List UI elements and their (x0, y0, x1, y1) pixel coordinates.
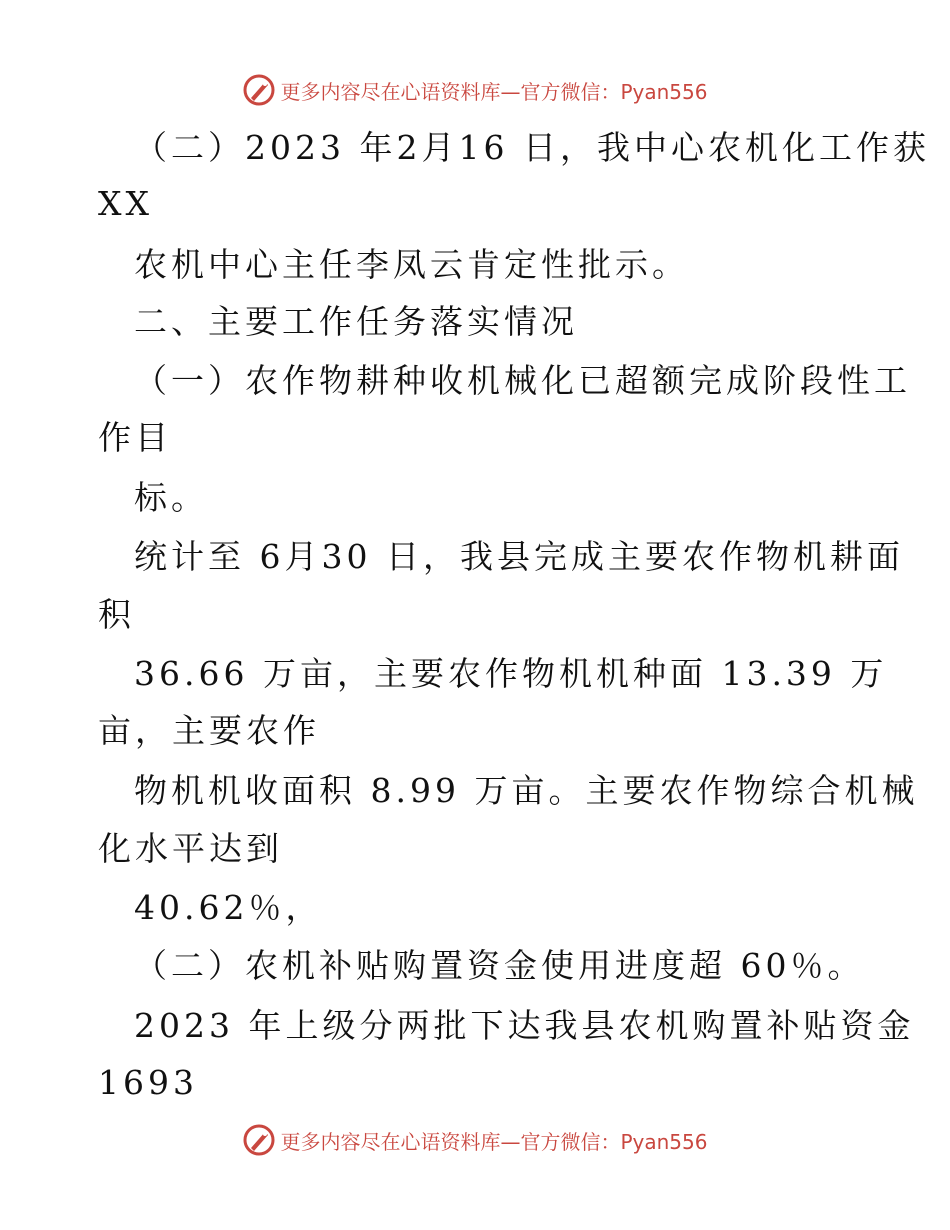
text-line: XX (98, 184, 153, 223)
section-heading: 二、主要工作任务落实情况 (134, 302, 578, 341)
pen-logo-icon (242, 1123, 276, 1157)
footer-watermark-text: 更多内容尽在心语资料库—官方微信：Pyan556 (280, 1129, 708, 1154)
subsection-heading: （一）农作物耕种收机械化已超额完成阶段性工 (134, 361, 911, 400)
text-line: 40.62％， (134, 888, 323, 927)
header-watermark-text: 更多内容尽在心语资料库—官方微信：Pyan556 (280, 79, 708, 104)
text-line: 2023 年上级分两批下达我县农机购置补贴资金 (134, 1006, 915, 1045)
text-line: 作目 (98, 418, 172, 457)
footer-watermark-banner (0, 1118, 950, 1162)
text-line: 农机中心主任李凤云肯定性批示。 (134, 245, 689, 284)
text-line: （二）2023 年2月16 日，我中心农机化工作获 (134, 128, 930, 167)
text-line: 物机机收面积 8.99 万亩。主要农作物综合机械 (134, 771, 919, 810)
text-line: 积 (98, 595, 135, 634)
text-line: 化水平达到 (98, 829, 283, 868)
text-line: 36.66 万亩，主要农作物机机种面 13.39 万 (134, 654, 888, 693)
subsection-heading: （二）农机补贴购置资金使用进度超 60％。 (134, 946, 865, 985)
text-line: 标。 (134, 478, 208, 517)
text-line: 亩，主要农作 (98, 711, 320, 750)
text-line: 1693 (98, 1063, 198, 1102)
text-line: 统计至 6月30 日，我县完成主要农作物机耕面 (134, 537, 904, 576)
